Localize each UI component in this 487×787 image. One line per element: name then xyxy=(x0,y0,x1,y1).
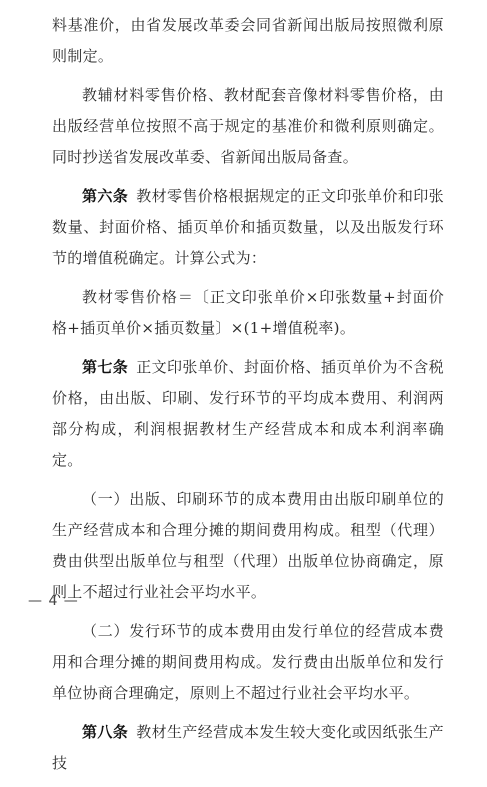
paragraph-continuation xyxy=(52,10,444,72)
article-heading: 第七条 xyxy=(82,358,129,376)
article-6 xyxy=(52,181,444,274)
paragraph-text: （二）发行环节的成本费用由发行单位的经营成本费用和合理分摊的期间费用构成。发行费由出版单位和发行单位协商合理确定，原则上不超过行业社会平均水平。 xyxy=(52,622,444,702)
article-heading: 第六条 xyxy=(82,187,129,205)
article-8 xyxy=(52,717,444,779)
article-heading: 第八条 xyxy=(82,723,129,741)
paragraph-text: 教材零售价格根据规定的正文印张单价和印张数量、封面价格、插页单价和插页数量，以及出版发行环节的增值税确定。计算公式为： xyxy=(52,187,444,267)
formula-paragraph xyxy=(52,282,444,344)
paragraph-text: （一）出版、印刷环节的成本费用由出版印刷单位的生产经营成本和合理分摊的期间费用构成。租型（代理）费由供型出版单位与租型（代理）出版单位协商确定，原则上不超过行业社会平均水平。 xyxy=(52,490,444,601)
clause-2 xyxy=(52,616,444,709)
paragraph-text: 教材生产经营成本发生较大变化或因纸张生产技 xyxy=(52,723,444,772)
clause-1 xyxy=(52,484,444,608)
paragraph-text: 教辅材料零售价格、教材配套音像材料零售价格，由出版经营单位按照不高于规定的基准价和微利原则确定。同时抄送省发展改革委、省新闻出版局备查。 xyxy=(52,86,444,166)
article-7 xyxy=(52,352,444,476)
document-body xyxy=(52,10,444,787)
paragraph-text: 教材零售价格＝〔正文印张单价×印张数量+封面价格+插页单价×插页数量〕×(1+增值税率)。 xyxy=(52,288,444,337)
page-number: — 4 — xyxy=(28,593,79,609)
paragraph-text: 料基准价，由省发展改革委会同省新闻出版局按照微利原则制定。 xyxy=(52,16,444,65)
paragraph-text: 正文印张单价、封面价格、插页单价为不含税价格，由出版、印刷、发行环节的平均成本费用、利润两部分构成，利润根据教材生产经营成本和成本利润率确定。 xyxy=(52,358,444,469)
paragraph-supplementary-pricing xyxy=(52,80,444,173)
